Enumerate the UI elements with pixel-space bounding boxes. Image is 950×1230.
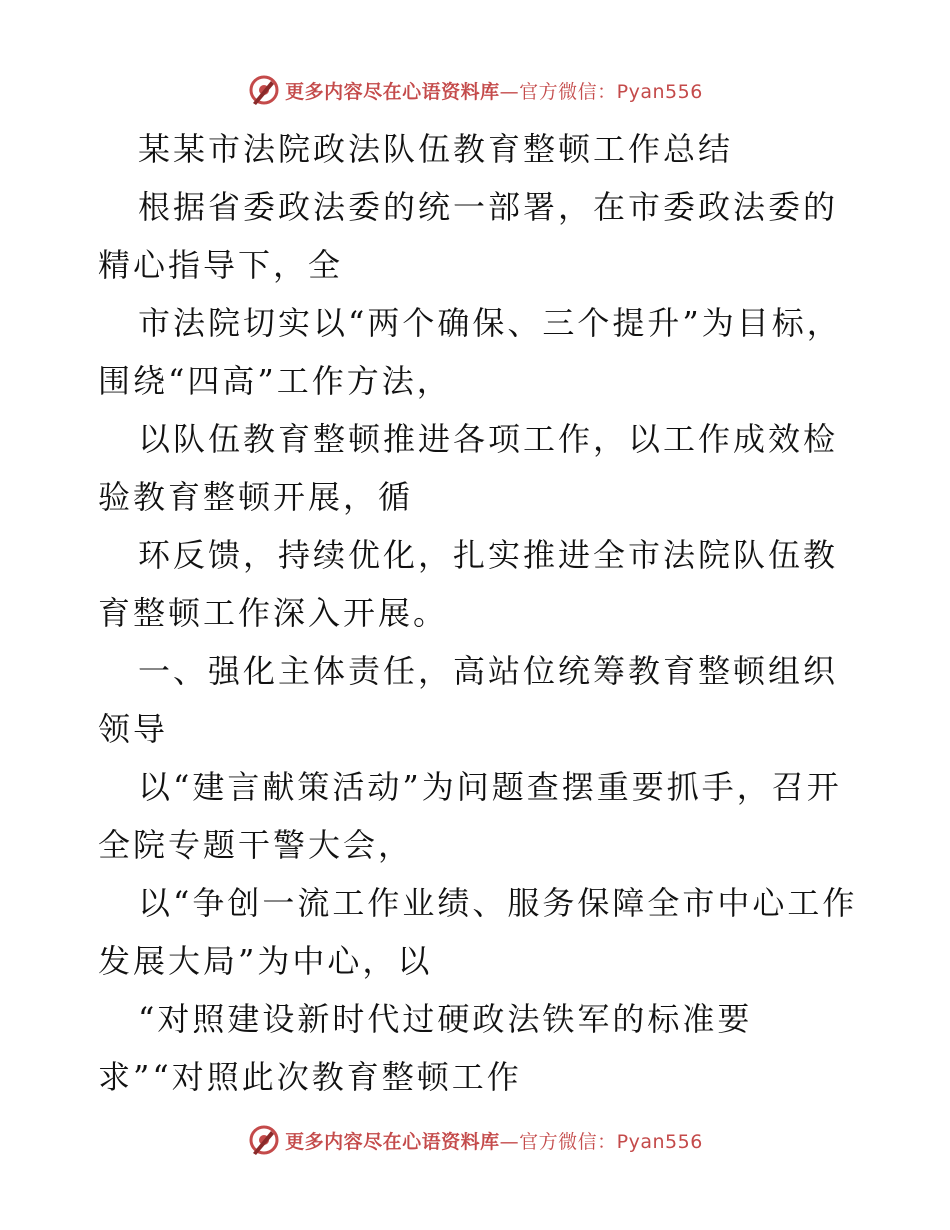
paragraph: 根据省委政法委的统一部署，在市委政法委的精心指导下，全 — [98, 188, 839, 284]
watermark-text: 更多内容尽在心语资料库 — [285, 80, 500, 103]
paragraph: 以队伍教育整顿推进各项工作，以工作成效检验教育整顿开展，循 — [98, 420, 839, 516]
document-title: 某某市法院政法队伍教育整顿工作总结 — [138, 130, 734, 168]
red-pen-circle-icon — [247, 1123, 281, 1157]
footer-watermark — [0, 1120, 950, 1160]
watermark-text: 更多内容尽在心语资料库 — [285, 1130, 500, 1153]
watermark-tail: 官方微信：Pyan556 — [519, 1130, 703, 1153]
section-heading: 一、强化主体责任，高站位统筹教育整顿组织领导 — [98, 652, 839, 748]
paragraph: 以“建言献策活动”为问题查摆重要抓手，召开全院专题干警大会， — [98, 768, 842, 864]
red-pen-circle-icon — [247, 73, 281, 107]
watermark-dash: — — [499, 80, 520, 103]
paragraph: 市法院切实以“两个确保、三个提升”为目标，围绕“四高”工作方法， — [98, 304, 842, 400]
document-body — [98, 120, 858, 1106]
paragraph: 以“争创一流工作业绩、服务保障全市中心工作发展大局”为中心，以 — [98, 884, 858, 980]
header-watermark — [0, 70, 950, 110]
paragraph: 环反馈，持续优化，扎实推进全市法院队伍教育整顿工作深入开展。 — [98, 536, 839, 632]
watermark-dash: — — [499, 1130, 520, 1153]
paragraph: “对照建设新时代过硬政法铁军的标准要求”“对照此次教育整顿工作 — [98, 1000, 753, 1096]
watermark-tail: 官方微信：Pyan556 — [519, 80, 703, 103]
